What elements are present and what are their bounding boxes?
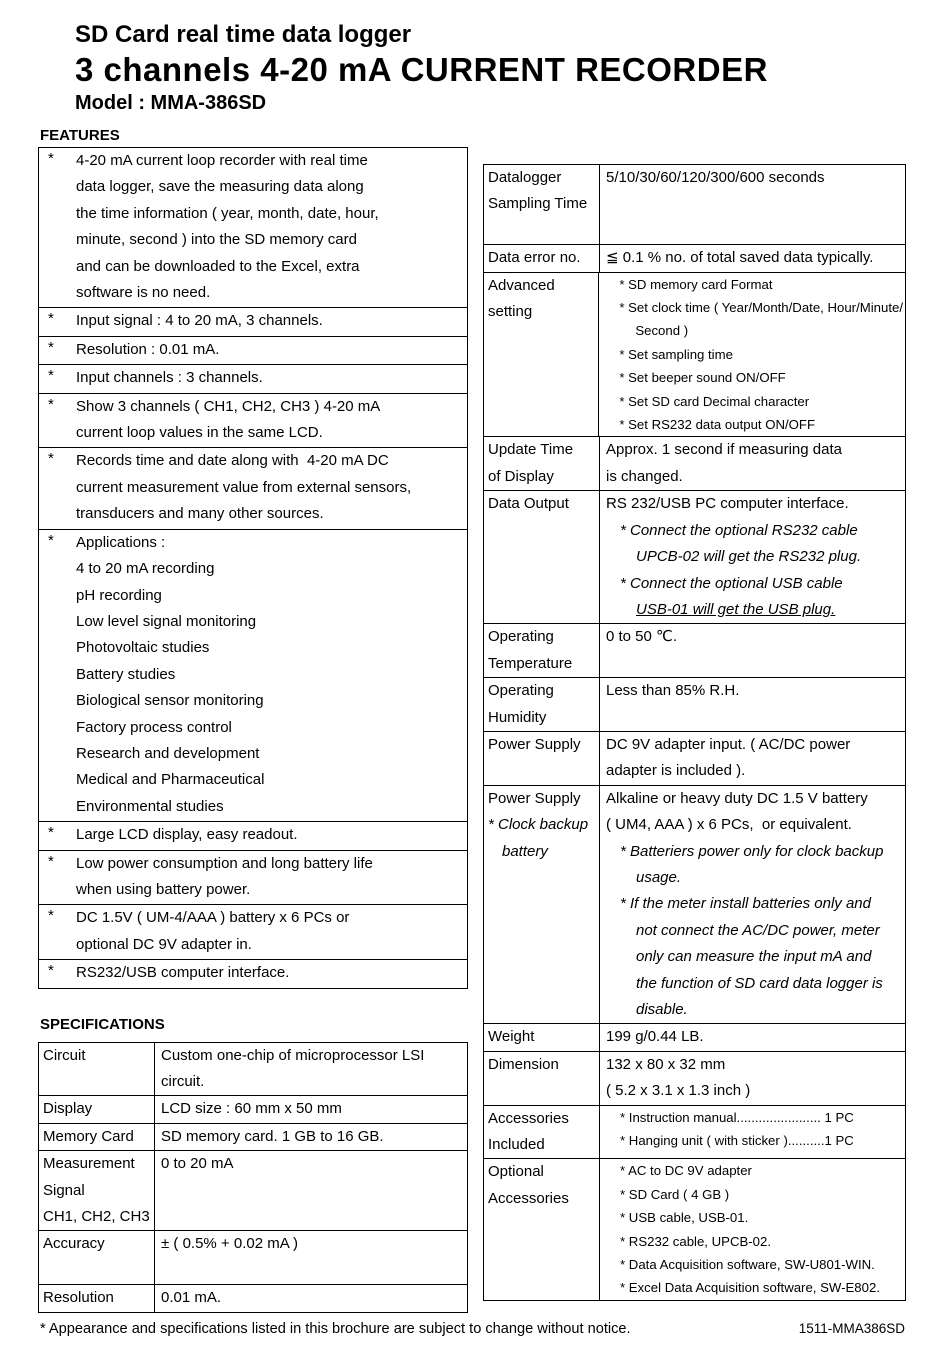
text-line: 0 to 20 mA: [161, 1155, 234, 1173]
row-value: [600, 624, 905, 677]
table-row: [39, 1096, 467, 1123]
row-value: [600, 245, 905, 271]
text-line: Resolution: [43, 1289, 114, 1307]
features-list: [38, 147, 468, 989]
text-line: * If the meter install batteries only and: [620, 895, 871, 913]
text-line: Optional: [488, 1163, 544, 1181]
text-line: SD memory card. 1 GB to 16 GB.: [161, 1127, 384, 1145]
asterisk-bullet: *: [48, 395, 54, 413]
text-line: * Batteriers power only for clock backup: [620, 842, 884, 860]
text-line: Approx. 1 second if measuring data: [606, 441, 842, 459]
text-line: * USB cable, USB-01.: [620, 1210, 749, 1226]
text-line: 0 to 50 ℃.: [606, 628, 678, 646]
model-number: Model : MMA-386SD: [75, 92, 267, 114]
text-line: Alkaline or heavy duty DC 1.5 V battery: [606, 789, 868, 807]
table-row: [484, 732, 905, 786]
table-row: [39, 1151, 467, 1231]
table-row: [484, 624, 905, 678]
feature-text: [76, 851, 463, 904]
text-line: * Connect the optional USB cable: [620, 574, 843, 592]
text-line: Second ): [635, 323, 689, 339]
text-line: Input channels : 3 channels.: [76, 369, 263, 387]
row-value: [600, 786, 905, 1024]
text-line: Photovoltaic studies: [76, 639, 210, 657]
text-line: Battery studies: [76, 665, 176, 683]
text-line: when using battery power.: [76, 880, 251, 898]
asterisk-bullet: *: [48, 367, 54, 385]
text-line: Weight: [488, 1028, 535, 1046]
feature-text: [76, 960, 463, 986]
row-label: [484, 437, 600, 490]
row-label: [484, 786, 600, 1024]
row-label: [484, 1024, 600, 1050]
feature-item: [39, 822, 467, 850]
text-line: Medical and Pharmaceutical: [76, 771, 265, 789]
feature-item: [39, 905, 467, 960]
text-line: ≦ 0.1 % no. of total saved data typically.: [606, 249, 874, 267]
text-line: Biological sensor monitoring: [76, 692, 264, 710]
text-line: UPCB-02 will get the RS232 plug.: [636, 548, 862, 566]
row-value: [155, 1231, 467, 1284]
asterisk-bullet: *: [48, 338, 54, 356]
row-value: [600, 1159, 905, 1299]
row-value: [600, 491, 905, 623]
row-value: [155, 1285, 467, 1311]
text-line: the function of SD card data logger is: [636, 974, 883, 992]
text-line: Update Time: [488, 441, 574, 459]
text-line: Resolution : 0.01 mA.: [76, 340, 220, 358]
feature-item: [39, 448, 467, 529]
asterisk-bullet: *: [48, 824, 54, 842]
row-label: [39, 1043, 155, 1096]
table-row: [484, 1024, 905, 1051]
row-label: [39, 1151, 155, 1230]
text-line: 5/10/30/60/120/300/600 seconds: [606, 169, 825, 186]
right-column: [483, 145, 906, 1301]
text-line: Power Supply: [488, 789, 581, 807]
text-line: circuit.: [161, 1073, 205, 1090]
text-line: optional DC 9V adapter in.: [76, 935, 252, 953]
text-line: CH1, CH2, CH3: [43, 1208, 150, 1226]
text-line: RS 232/USB PC computer interface.: [606, 495, 849, 513]
feature-text: [76, 394, 463, 447]
text-line: current loop values in the same LCD.: [76, 424, 323, 442]
text-line: [488, 218, 597, 244]
text-line: RS232/USB computer interface.: [76, 964, 290, 982]
feature-text: [76, 905, 463, 958]
text-line: Applications :: [76, 533, 166, 551]
table-row: [484, 437, 905, 491]
table-row: [484, 245, 905, 272]
text-line: ± ( 0.5% + 0.02 mA ): [161, 1235, 299, 1253]
feature-item: [39, 148, 467, 308]
feature-item: [39, 337, 467, 365]
text-line: * Set clock time ( Year/Month/Date, Hour/Minute/: [619, 300, 903, 316]
product-subtitle: SD Card real time data logger: [75, 21, 412, 48]
text-line: Display: [43, 1100, 93, 1118]
feature-text: [76, 365, 463, 391]
page-header: [0, 0, 946, 116]
text-line: * Data Acquisition software, SW-U801-WIN.: [620, 1257, 875, 1273]
feature-text: [76, 337, 463, 363]
table-row: [484, 491, 905, 624]
text-line: disable.: [636, 1001, 688, 1018]
row-label: [39, 1124, 155, 1150]
text-line: Circuit: [43, 1046, 86, 1064]
text-line: * Excel Data Acquisition software, SW-E802.: [620, 1280, 880, 1296]
table-row: [484, 1159, 905, 1300]
row-label: [484, 678, 600, 731]
text-line: * Set RS232 data output ON/OFF: [619, 417, 816, 433]
feature-item: [39, 530, 467, 822]
text-line: Factory process control: [76, 718, 232, 736]
text-line: Accessories: [488, 1189, 569, 1207]
row-label: [484, 1106, 600, 1159]
text-line: DC 9V adapter input. ( AC/DC power: [606, 735, 851, 753]
text-line: adapter is included ).: [606, 762, 746, 780]
row-label: [484, 732, 600, 785]
specs-right-table: [483, 164, 906, 1301]
text-line: Signal: [43, 1181, 85, 1199]
text-line: Large LCD display, easy readout.: [76, 826, 298, 844]
row-value: [155, 1124, 467, 1150]
text-line: Accessories: [488, 1109, 569, 1127]
row-label: [484, 245, 600, 271]
text-line: DC 1.5V ( UM-4/AAA ) battery x 6 PCs or: [76, 909, 350, 927]
text-line: Low level signal monitoring: [76, 612, 257, 630]
row-label: [39, 1285, 155, 1311]
text-line: pH recording: [76, 586, 162, 604]
text-line: Dimension: [488, 1055, 559, 1073]
text-line: not connect the AC/DC power, meter: [636, 921, 880, 939]
row-label: [484, 165, 600, 244]
text-line: and can be downloaded to the Excel, extra: [76, 257, 360, 275]
specifications-table: [38, 1042, 468, 1313]
text-line: Datalogger: [488, 169, 562, 186]
row-value: [600, 165, 905, 244]
row-value: [600, 1106, 905, 1159]
row-value: [600, 1052, 905, 1105]
text-line: * Hanging unit ( with sticker )..........1 PC: [620, 1133, 854, 1149]
table-row: [484, 165, 905, 245]
text-line: 4-20 mA current loop recorder with real time: [76, 152, 368, 169]
text-line: Accuracy: [43, 1235, 105, 1253]
disclaimer-note: * Appearance and specifications listed in this brochure are subject to change without notice.: [40, 1320, 631, 1337]
text-line: Less than 85% R.H.: [606, 682, 740, 700]
row-label: [39, 1096, 155, 1122]
text-line: Records time and date along with 4-20 mA DC: [76, 452, 389, 470]
table-row: [484, 273, 905, 438]
row-label: [39, 1231, 155, 1284]
text-line: * Set beeper sound ON/OFF: [619, 370, 786, 386]
row-value: [600, 678, 905, 731]
text-line: LCD size : 60 mm x 50 mm: [161, 1100, 342, 1118]
text-line: setting: [488, 303, 533, 321]
row-label: [484, 491, 600, 623]
text-line: Data Output: [488, 495, 569, 513]
text-line: Data error no.: [488, 249, 581, 267]
text-line: * SD Card ( 4 GB ): [620, 1186, 730, 1202]
text-line: Measurement: [43, 1155, 135, 1173]
text-line: Operating: [488, 628, 554, 646]
asterisk-bullet: *: [48, 310, 54, 328]
specifications-heading: SPECIFICATIONS: [40, 1015, 165, 1033]
text-line: * Clock backup: [488, 816, 589, 834]
text-line: * Set SD card Decimal character: [619, 393, 810, 409]
product-title: 3 channels 4-20 mA CURRENT RECORDER: [75, 51, 768, 88]
text-line: 4 to 20 mA recording: [76, 560, 215, 578]
text-line: Environmental studies: [76, 797, 224, 815]
text-line: Input signal : 4 to 20 mA, 3 channels.: [76, 312, 323, 330]
text-line: of Display: [488, 467, 554, 485]
feature-item: [39, 308, 467, 336]
text-line: Memory Card: [43, 1127, 134, 1145]
text-line: Temperature: [488, 654, 573, 672]
text-line: minute, second ) into the SD memory card: [76, 231, 357, 249]
row-value: [600, 437, 905, 490]
features-heading: FEATURES: [40, 127, 120, 144]
left-column: [38, 145, 468, 1313]
feature-text: [76, 448, 463, 527]
text-line: battery: [502, 842, 548, 860]
text-line: Operating: [488, 682, 554, 700]
feature-text: [76, 822, 463, 848]
feature-item: [39, 365, 467, 393]
text-line: ( 5.2 x 3.1 x 1.3 inch ): [606, 1082, 751, 1100]
table-row: [39, 1043, 467, 1097]
text-line: Advanced: [488, 276, 555, 294]
text-line: 199 g/0.44 LB.: [606, 1028, 704, 1046]
feature-text: [76, 530, 463, 820]
document-code: 1511-MMA386SD: [798, 1320, 905, 1336]
text-line: Show 3 channels ( CH1, CH2, CH3 ) 4-20 mA: [76, 397, 381, 415]
asterisk-bullet: *: [48, 150, 54, 167]
text-line: software is no need.: [76, 284, 211, 302]
text-line: * Instruction manual....................... 1 PC: [620, 1109, 854, 1125]
content-columns: [38, 145, 946, 1313]
row-value: [155, 1043, 467, 1096]
asterisk-bullet: *: [48, 962, 54, 980]
text-line: USB-01 will get the USB plug.: [636, 600, 836, 618]
table-row: [39, 1124, 467, 1151]
feature-item: [39, 394, 467, 449]
text-line: * Connect the optional RS232 cable: [620, 521, 858, 539]
text-line: data logger, save the measuring data along: [76, 178, 364, 196]
feature-item: [39, 960, 467, 988]
text-line: Humidity: [488, 708, 547, 726]
row-label: [484, 1159, 600, 1299]
row-value: [155, 1151, 467, 1230]
text-line: is changed.: [606, 467, 683, 485]
asterisk-bullet: *: [48, 531, 54, 549]
feature-text: [76, 148, 463, 306]
text-line: * AC to DC 9V adapter: [620, 1163, 752, 1179]
text-line: Included: [488, 1136, 545, 1154]
table-row: [484, 678, 905, 732]
asterisk-bullet: *: [48, 907, 54, 925]
table-row: [39, 1285, 467, 1312]
text-line: * RS232 cable, UPCB-02.: [620, 1233, 771, 1249]
row-label: [484, 1052, 600, 1105]
row-label: [484, 273, 599, 437]
table-row: [484, 1106, 905, 1160]
row-value: [599, 273, 905, 437]
row-value: [600, 1024, 905, 1050]
text-line: Research and development: [76, 744, 260, 762]
text-line: Power Supply: [488, 735, 581, 753]
text-line: Custom one-chip of microprocessor LSI: [161, 1046, 425, 1064]
asterisk-bullet: *: [48, 852, 54, 870]
text-line: ( UM4, AAA ) x 6 PCs, or equivalent.: [606, 816, 852, 834]
text-line: Low power consumption and long battery life: [76, 854, 373, 872]
asterisk-bullet: *: [48, 450, 54, 468]
feature-text: [76, 308, 463, 334]
text-line: the time information ( year, month, date, hour,: [76, 204, 379, 222]
text-line: [161, 1258, 465, 1284]
text-line: usage.: [636, 868, 682, 886]
table-row: [39, 1231, 467, 1285]
text-line: 0.01 mA.: [161, 1289, 222, 1307]
text-line: only can measure the input mA and: [636, 948, 872, 966]
text-line: Sampling Time: [488, 195, 588, 213]
page-footer: [40, 1318, 905, 1340]
row-value: [155, 1096, 467, 1122]
table-row: [484, 1052, 905, 1106]
feature-item: [39, 851, 467, 906]
text-line: * SD memory card Format: [619, 276, 773, 292]
table-row: [484, 786, 905, 1025]
row-value: [600, 732, 905, 785]
row-label: [484, 624, 600, 677]
text-line: 132 x 80 x 32 mm: [606, 1055, 726, 1073]
text-line: current measurement value from external sensors,: [76, 478, 412, 496]
text-line: * Set sampling time: [619, 346, 733, 362]
text-line: transducers and many other sources.: [76, 505, 324, 523]
